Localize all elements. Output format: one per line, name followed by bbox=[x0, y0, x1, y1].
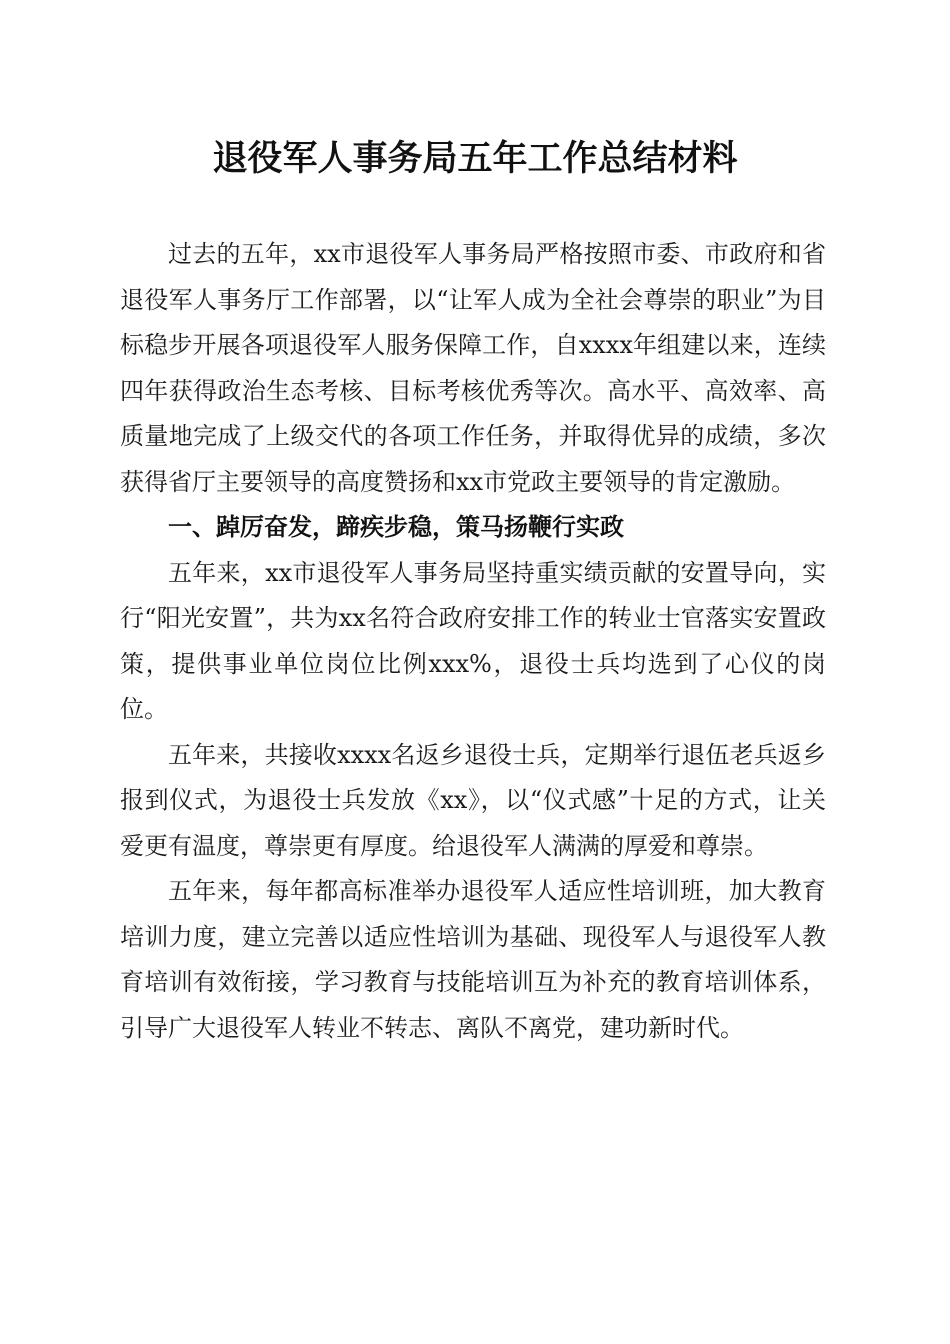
intro-paragraph: 过去的五年，xx市退役军人事务局严格按照市委、市政府和省退役军人事务厅工作部署，以“让军人成为全社会尊崇的职业”为目标稳步开展各项退役军人服务保障工作，自xxxx年组建以来，连续四年获得政治生态考核、目标考核优秀等次。高水平、高效率、高质量地完成了上级交代的各项工作任务，并取得优异的成绩，多次获得省厅主要领导的高度赞扬和xx市党政主要领导的肯定激励。 bbox=[120, 240, 826, 496]
section-heading: 一、踔厉奋发，蹄疾步稳，策马扬鞭行实政 bbox=[168, 513, 624, 541]
section-paragraph-reception: 五年来，共接收xxxx名返乡退役士兵，定期举行退伍老兵返乡报到仪式，为退役士兵发放《xx》，以“仪式感”十足的方式，让关爱更有温度，尊崇更有厚度。给退役军人满满的厚爱和尊崇。 bbox=[120, 740, 826, 860]
document-body bbox=[120, 232, 826, 1051]
section-paragraph-training: 五年来，每年都高标准举办退役军人适应性培训班，加大教育培训力度，建立完善以适应性培训为基础、现役军人与退役军人教育培训有效衔接，学习教育与技能培训互为补充的教育培训体系，引导广大退役军人转业不转志、离队不离党，建功新时代。 bbox=[120, 877, 826, 1042]
section-paragraph-placement: 五年来，xx市退役军人事务局坚持重实绩贡献的安置导向，实行“阳光安置”，共为xx名符合政府安排工作的转业士官落实安置政策，提供事业单位岗位比例xxx%，退役士兵均选到了心仪的岗位。 bbox=[120, 558, 826, 723]
document-title: 退役军人事务局五年工作总结材料 bbox=[212, 138, 738, 179]
